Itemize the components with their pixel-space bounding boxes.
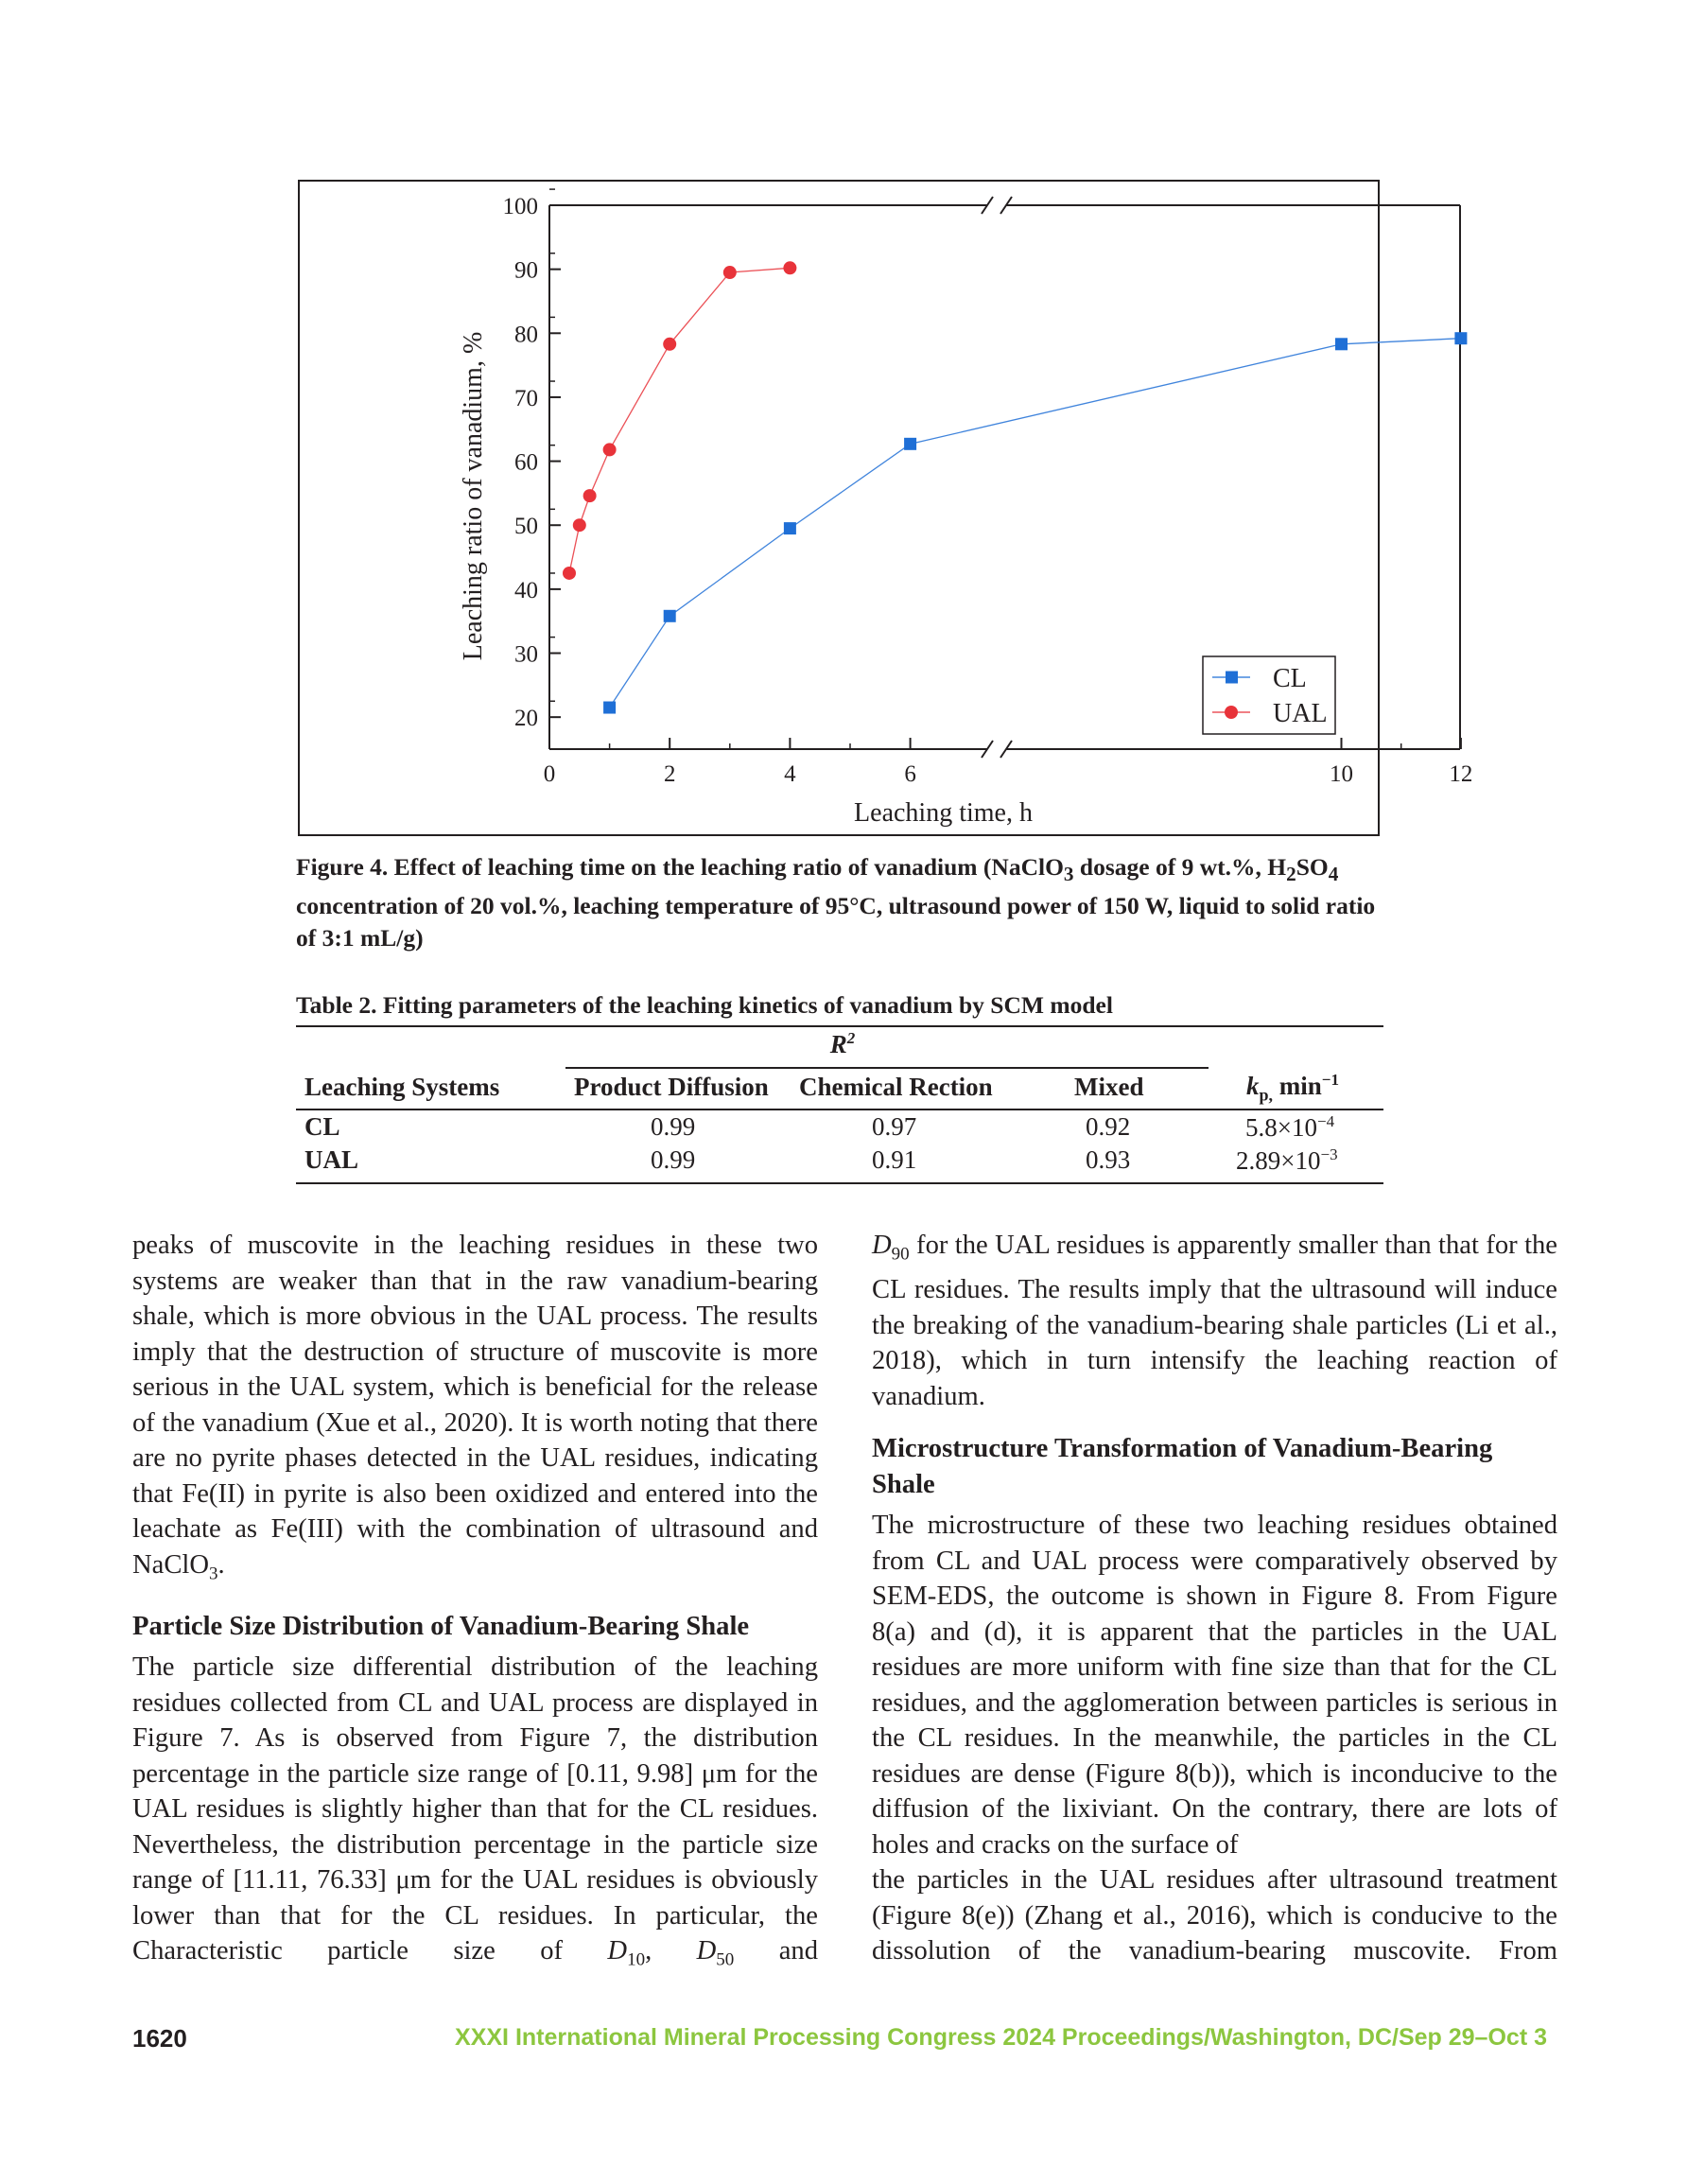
row-ual-system: UAL [304, 1145, 359, 1174]
left-paragraph-1: peaks of muscovite in the leaching residues in these two systems are weaker than that in the raw vanadium-bearing shale, which is more obvious in the UAL process. The results imply that the destruction of structure of muscovite is more serious in the UAL system, which is beneficial for the release of the vanadium (Xue et al., 2020). It is worth noting that there are no pyrite phases detected in the UAL residues, indicating that Fe(II) in pyrite is also been oxidized and entered into the leachate as Fe(III) with the combination of ultrasound and NaClO$_3$. [132, 1231, 818, 1584]
y-axis-label: Leaching ratio of vanadium, % [459, 331, 488, 661]
y-tick-label: 40 [514, 577, 538, 603]
y-tick-label: 60 [514, 449, 538, 476]
legend-label-ual: UAL [1273, 699, 1328, 728]
header-kp: $k_{p,}$ $\min^{-1}$ [1246, 1071, 1339, 1105]
row-ual-product: 0.99 [651, 1145, 696, 1174]
x-tick-label: 2 [663, 761, 676, 787]
table-bottom-rule [296, 1182, 1383, 1184]
y-tick-label: 100 [502, 194, 538, 219]
series-line-ual [569, 268, 790, 573]
data-point-cl [904, 438, 916, 450]
r-squared-header: $R^2$ [829, 1029, 856, 1058]
header-mixed: Mixed [1074, 1073, 1144, 1101]
data-point-cl [1335, 338, 1348, 350]
heading-particle-size: Particle Size Distribution of Vanadium-Bearing Shale [132, 1611, 750, 1641]
left-column [132, 1228, 818, 1978]
right-paragraph-2b: the particles in the UAL residues after ultrasound treatment (Figure 8(e)) (Zhang et al., 2016), which is conducive to the dissolution of the vanadium-bearing muscovite. From [872, 1865, 1557, 1966]
data-point-ual [603, 443, 617, 456]
x-tick-label: 4 [784, 761, 796, 787]
heading-microstructure: Microstructure Transformation of Vanadium-Bearing Shale [872, 1434, 1493, 1499]
x-axis-label: Leaching time, h [854, 798, 1033, 828]
data-point-ual [663, 338, 676, 351]
row-cl-product: 0.99 [651, 1112, 696, 1141]
right-paragraph-1: $D_{90}$ for the UAL residues is apparently smaller than that for the CL residues. The results imply that the ultrasound will induce the breaking of the vanadium-bearing shale particles (Li et al., 2018), which in turn intensify the leaching reaction of vanadium. [872, 1231, 1557, 1411]
y-tick-label: 80 [514, 322, 538, 348]
left-paragraph-2: The particle size differential distribution of the leaching residues collected from CL and UAL process are displayed in Figure 7. As is observed from Figure 7, the distribution percentage in the particle size range of [0.11, 9.98] μm for the UAL residues is slightly higher than that for the CL residues. Nevertheless, the distribution percentage in the particle size range of [11.11, 76.33] μm for the UAL residues is obviously lower than that for the CL residues. In particular, the Characteristic particle size of $D_{10}$, $D_{50}$ and [132, 1652, 818, 1970]
data-point-ual [783, 261, 796, 274]
conference-footer: XXXI International Mineral Processing Congress 2024 Proceedings/Washington, DC/Sep 29–Oct 3 [455, 2024, 1547, 2051]
row-ual-mixed: 0.93 [1086, 1145, 1131, 1174]
data-point-cl [603, 702, 616, 714]
x-tick-label: 6 [904, 761, 916, 787]
figure-4-caption: Figure 4. Effect of leaching time on the leaching ratio of vanadium (NaClO$_3$ dosage of 9 wt.%, $H_2SO_4$ concentration of 20 vol.%, leaching temperature of 95°C, ultrasound power of 150 W, liquid to solid ratio of 3:1 mL/g) [296, 853, 1376, 952]
right-column [872, 1228, 1557, 1969]
data-point-ual [573, 518, 586, 532]
row-cl-system: CL [304, 1112, 340, 1141]
y-tick-label: 30 [514, 641, 538, 668]
table-header-rule [296, 1109, 1383, 1110]
series-line-cl [610, 339, 1461, 708]
row-ual-chemical: 0.91 [872, 1145, 917, 1174]
data-point-ual [563, 567, 576, 580]
header-leaching-systems: Leaching Systems [304, 1073, 500, 1101]
table-top-rule [296, 1025, 1383, 1027]
data-point-ual [723, 266, 737, 279]
y-tick-label: 50 [514, 514, 538, 540]
data-point-cl [784, 522, 796, 534]
data-point-ual [583, 489, 597, 502]
x-tick-label: 0 [543, 761, 556, 787]
legend-label-cl: CL [1273, 664, 1307, 693]
y-tick-label: 20 [514, 706, 538, 732]
header-product-diffusion: Product Diffusion [574, 1073, 769, 1101]
row-ual-kp: $2.89\times 10^{-3}$ [1236, 1145, 1338, 1175]
row-cl-kp: $5.8\times 10^{-4}$ [1245, 1112, 1335, 1142]
y-tick-label: 90 [514, 257, 538, 284]
page-number: 1620 [132, 2024, 187, 2053]
figure-4-frame [298, 180, 1473, 836]
legend-marker-ual [1225, 706, 1238, 719]
data-point-cl [664, 610, 676, 622]
legend-marker-cl [1226, 672, 1238, 684]
row-cl-mixed: 0.92 [1086, 1112, 1131, 1141]
header-chemical-rection: Chemical Rection [799, 1073, 993, 1101]
data-point-cl [1454, 332, 1467, 344]
r-squared-underline [565, 1067, 1209, 1069]
x-tick-label: 10 [1330, 761, 1353, 787]
x-tick-label: 12 [1449, 761, 1473, 787]
right-paragraph-2a: The microstructure of these two leaching residues obtained from CL and UAL process were comparatively observed by SEM-EDS, the outcome is shown in Figure 8. From Figure 8(a) and (d), it is apparent that the particles in the UAL residues are more uniform with fine size than that for the CL residues, and the agglomeration between particles is serious in the CL residues. In the meanwhile, the particles in the CL residues are dense (Figure 8(b)), which is inconducive to the diffusion of the lixiviant. On the contrary, there are lots of holes and cracks on the surface of [872, 1511, 1557, 1860]
table-2-caption: Table 2. Fitting parameters of the leaching kinetics of vanadium by SCM model [296, 991, 1113, 1019]
row-cl-chemical: 0.97 [872, 1112, 917, 1141]
y-tick-label: 70 [514, 385, 538, 411]
leaching-time-chart [300, 182, 1473, 834]
